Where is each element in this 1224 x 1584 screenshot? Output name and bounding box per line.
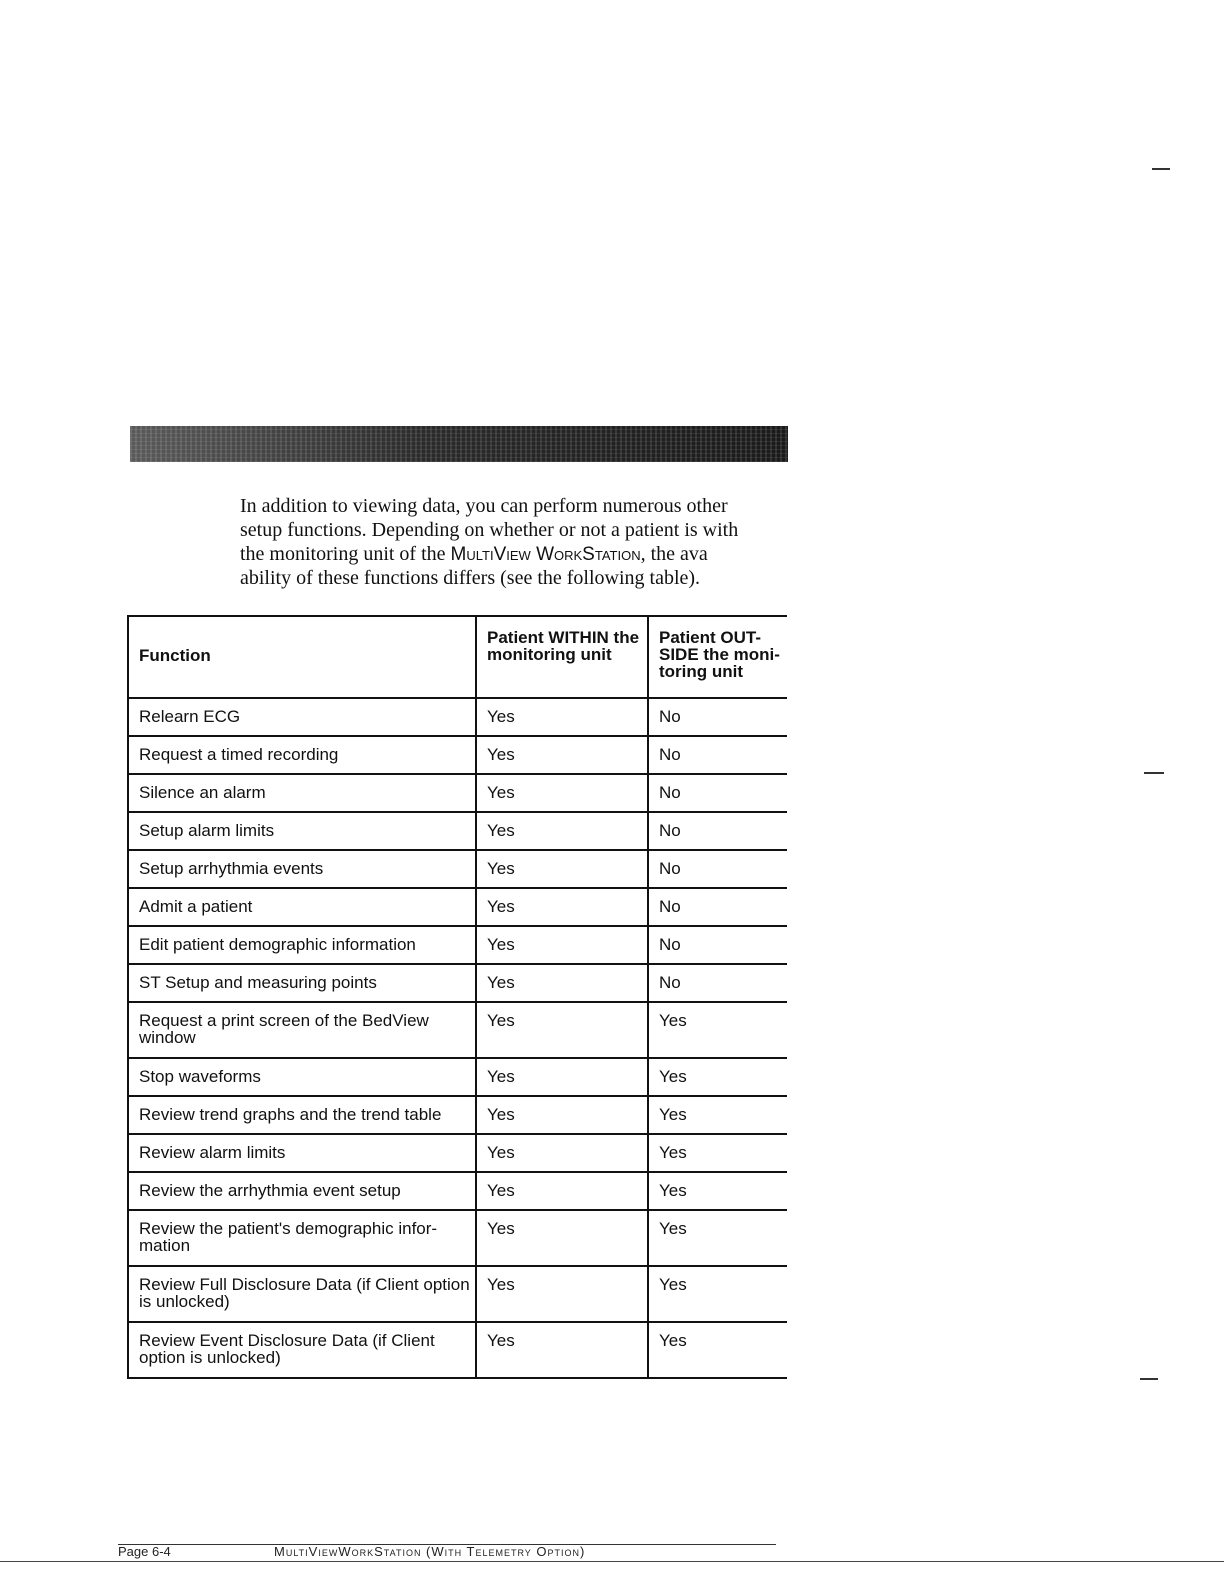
- cell-outside: Yes: [659, 1067, 687, 1086]
- table-row: [127, 889, 787, 927]
- cell-function: Review Event Disclosure Data (if Client option is unlocked): [127, 1323, 477, 1377]
- table-row: [127, 965, 787, 1003]
- table-row: [127, 1097, 787, 1135]
- cell-within: Yes: [477, 699, 649, 735]
- cell-outside: No: [659, 821, 681, 840]
- cell-function: ST Setup and measuring points: [127, 965, 477, 1001]
- cell-outside: No: [659, 745, 681, 764]
- section-header-bar: [130, 426, 788, 462]
- cell-function: Review alarm limits: [127, 1135, 477, 1171]
- intro-text: the monitoring unit of the: [240, 543, 451, 565]
- cell-function: Request a print screen of the BedView window: [127, 1003, 477, 1057]
- intro-line: setup functions. Depending on whether or not a patient is with: [240, 519, 739, 541]
- table-row: [127, 1173, 787, 1211]
- cell-within: Yes: [477, 1059, 649, 1095]
- header-outside: Patient OUT-SIDE the moni-toring unit: [659, 628, 780, 681]
- cell-within: Yes: [477, 927, 649, 963]
- intro-paragraph: [240, 494, 788, 590]
- cell-outside: Yes: [659, 1011, 687, 1030]
- header-function: Function: [127, 617, 477, 697]
- table-row: [127, 737, 787, 775]
- cell-within: Yes: [477, 1173, 649, 1209]
- cell-outside: Yes: [659, 1143, 687, 1162]
- cell-within: Yes: [477, 1135, 649, 1171]
- scan-mark: [1152, 168, 1170, 170]
- intro-text: , the ava: [640, 543, 708, 565]
- cell-function: Silence an alarm: [127, 775, 477, 811]
- cell-outside: Yes: [659, 1181, 687, 1200]
- table-row: [127, 775, 787, 813]
- cell-outside: No: [659, 897, 681, 916]
- footer-title: MultiViewWorkStation (With Telemetry Option): [274, 1545, 586, 1559]
- cell-within: Yes: [477, 965, 649, 1001]
- product-name: MultiView WorkStation: [450, 544, 641, 565]
- cell-outside: No: [659, 859, 681, 878]
- cell-within: Yes: [477, 813, 649, 849]
- cell-function: Edit patient demographic information: [127, 927, 477, 963]
- cell-within: Yes: [477, 889, 649, 925]
- header-within: Patient WITHIN the monitoring unit: [477, 617, 649, 697]
- cell-function: Review Full Disclosure Data (if Client option is unlocked): [127, 1267, 477, 1321]
- cell-function: Review the arrhythmia event setup: [127, 1173, 477, 1209]
- intro-line: [240, 542, 788, 566]
- cell-outside: No: [659, 973, 681, 992]
- table-row: [127, 1135, 787, 1173]
- cell-function: Review trend graphs and the trend table: [127, 1097, 477, 1133]
- cell-outside: Yes: [659, 1275, 687, 1294]
- table-row: [127, 927, 787, 965]
- cell-within: Yes: [477, 737, 649, 773]
- cell-function: Setup alarm limits: [127, 813, 477, 849]
- cell-within: Yes: [477, 1267, 649, 1321]
- table-row: [127, 1211, 787, 1267]
- cell-within: Yes: [477, 1097, 649, 1133]
- functions-table: [127, 615, 787, 1379]
- cell-within: Yes: [477, 1003, 649, 1057]
- cell-outside: No: [659, 783, 681, 802]
- table-row: [127, 699, 787, 737]
- page-bottom-rule: [0, 1561, 1224, 1562]
- cell-outside: Yes: [659, 1331, 687, 1350]
- page-number: Page 6-4: [118, 1545, 171, 1559]
- table-row: [127, 1059, 787, 1097]
- cell-function: Setup arrhythmia events: [127, 851, 477, 887]
- table-header-row: [127, 615, 787, 699]
- cell-function: Admit a patient: [127, 889, 477, 925]
- cell-outside: Yes: [659, 1219, 687, 1238]
- cell-within: Yes: [477, 1211, 649, 1265]
- scan-mark: [1144, 772, 1164, 774]
- cell-within: Yes: [477, 1323, 649, 1377]
- intro-line: In addition to viewing data, you can perform numerous other: [240, 495, 728, 517]
- cell-outside: Yes: [659, 1105, 687, 1124]
- cell-function: Request a timed recording: [127, 737, 477, 773]
- cell-function: Stop waveforms: [127, 1059, 477, 1095]
- scan-mark: [1140, 1378, 1158, 1380]
- page-footer: [118, 1545, 798, 1559]
- intro-line: ability of these functions differs (see the following table).: [240, 567, 701, 589]
- table-row: [127, 1267, 787, 1323]
- cell-outside: No: [659, 935, 681, 954]
- cell-function: Relearn ECG: [127, 699, 477, 735]
- table-row: [127, 813, 787, 851]
- cell-outside: No: [659, 707, 681, 726]
- table-row: [127, 851, 787, 889]
- cell-function: Review the patient's demographic infor-mation: [127, 1211, 477, 1265]
- table-row: [127, 1003, 787, 1059]
- cell-within: Yes: [477, 775, 649, 811]
- table-row: [127, 1323, 787, 1379]
- cell-within: Yes: [477, 851, 649, 887]
